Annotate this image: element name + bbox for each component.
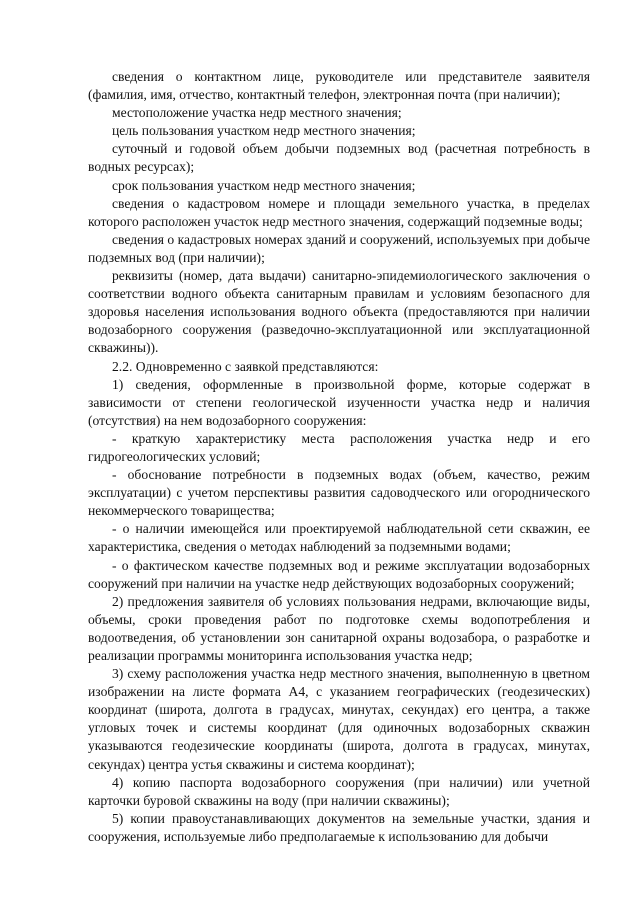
paragraph-item-1-observation-network: - о наличии имеющейся или проектируемой наблюдательной сети скважин, ее характеристика, сведения о методах наблюдений за подземными водами; xyxy=(88,521,590,555)
paragraph-item-4: 4) копию паспорта водозаборного сооружения (при наличии) или учетной карточки буровой скважины на воду (при наличии скважины); xyxy=(88,774,590,808)
paragraph-contact-person: сведения о контактном лице, руководителе или представителе заявителя (фамилия, имя, отчество, контактный телефон, электронная почта (при наличии); xyxy=(88,69,590,103)
paragraph-section-2-2: 2.2. Одновременно с заявкой представляются: xyxy=(112,358,379,374)
paragraph-item-1: 1) сведения, оформленные в произвольной форме, которые содержат в зависимости от степени геологической изученности участка недр и наличия (отсутствия) на нем водозаборного сооружения: xyxy=(88,376,590,428)
paragraph-item-5: 5) копии правоустанавливающих документов на земельные участки, здания и сооружения, используемые либо предполагаемые к использованию для добычи xyxy=(88,810,590,844)
paragraph-term: срок пользования участком недр местного значения; xyxy=(112,177,416,193)
paragraph-sanitary-conclusion: реквизиты (номер, дата выдачи) санитарно-эпидемиологического заключения о соответствии водного объекта санитарным правилам и условиям безопасного для здоровья населения использования водного объекта (предоставляются при наличии водозаборного сооружения (разведочно-эксплуатационной или эксплуатационной скважины)). xyxy=(88,268,590,356)
paragraph-location: местоположение участка недр местного значения; xyxy=(112,105,402,121)
paragraph-item-3: 3) схему расположения участка недр местного значения, выполненную в цветном изображении на листе формата А4, с указанием географических (геодезических) координат (широта, долгота в градусах, минутах, секундах) его центра, а также угловых точек и системы координат (для одиночных водозаборных скважин указываются геодезические координаты (широта, долгота в градусах, минутах, секундах) центра устья скважины и система координат); xyxy=(88,666,590,772)
paragraph-volume: суточный и годовой объем добычи подземных вод (расчетная потребность в водных ресурсах); xyxy=(88,141,590,175)
paragraph-item-1-water-quality: - о фактическом качестве подземных вод и режиме эксплуатации водозаборных сооружений при наличии на участке недр действующих водозаборных сооружений; xyxy=(88,557,590,591)
paragraph-item-2: 2) предложения заявителя об условиях пользования недрами, включающие виды, объемы, сроки проведения работ по подготовке схемы водопотребления и водоотведения, об установлении зон санитарной охраны водозабора, о разработке и реализации программы мониторинга использования участка недр; xyxy=(88,593,590,663)
document-body xyxy=(88,68,590,846)
paragraph-cadastral-land: сведения о кадастровом номере и площади земельного участка, в пределах которого расположен участок недр местного значения, содержащий подземные воды; xyxy=(88,195,590,229)
paragraph-item-1-justification: - обоснование потребности в подземных водах (объем, качество, режим эксплуатации) с учетом перспективы развития садоводческого или огороднического некоммерческого товарищества; xyxy=(88,467,590,519)
paragraph-cadastral-buildings: сведения о кадастровых номерах зданий и сооружений, используемых при добыче подземных вод (при наличии); xyxy=(88,231,590,265)
paragraph-purpose: цель пользования участком недр местного значения; xyxy=(112,123,416,139)
paragraph-item-1-characteristic: - краткую характеристику места расположения участка недр и его гидрогеологических условий; xyxy=(88,430,590,464)
